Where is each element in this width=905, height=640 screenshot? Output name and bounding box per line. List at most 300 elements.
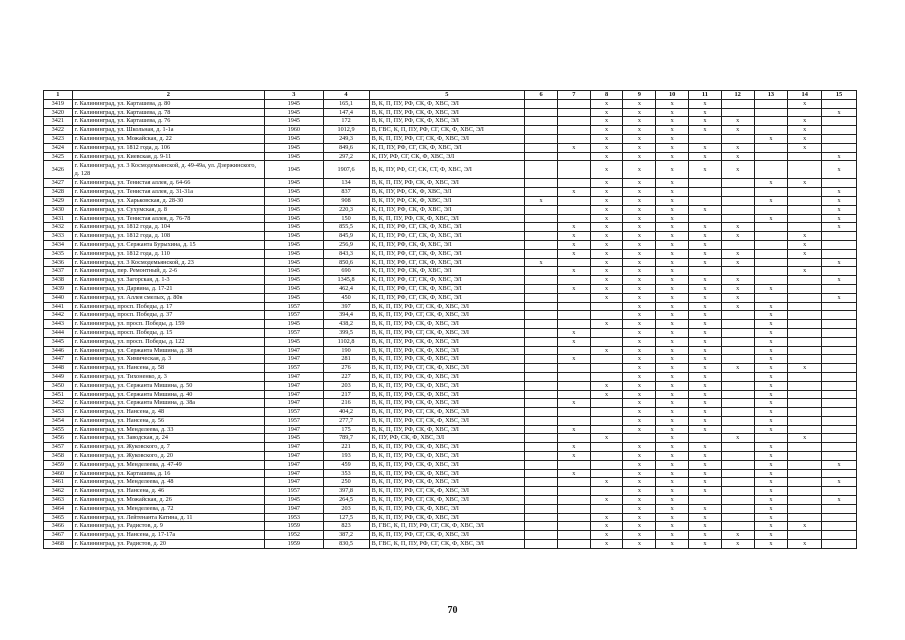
mark-cell: x (689, 399, 722, 408)
mark-cell (822, 143, 857, 152)
mark-cell (557, 126, 590, 135)
mark-cell (822, 504, 857, 513)
area-cell: 837 (323, 188, 369, 197)
mark-cell: x (788, 267, 822, 276)
mark-cell (822, 126, 857, 135)
mark-cell (754, 223, 788, 232)
mark-cell: x (689, 276, 722, 285)
year-cell: 1947 (265, 346, 323, 355)
year-cell: 1945 (265, 258, 323, 267)
mark-cell: x (623, 328, 656, 337)
mark-cell (590, 337, 623, 346)
table-row (44, 469, 857, 478)
year-cell: 1957 (265, 408, 323, 417)
mark-cell: x (689, 522, 722, 531)
mark-cell (525, 487, 558, 496)
mark-cell: x (754, 504, 788, 513)
mark-cell (788, 214, 822, 223)
systems-cell: В, К, П, ПУ, РФ, СК, Ф, ХВС, ЭЛ (369, 355, 525, 364)
mark-cell: x (656, 267, 689, 276)
mark-cell: x (656, 284, 689, 293)
mark-cell: x (822, 214, 857, 223)
table-row (44, 126, 857, 135)
mark-cell (721, 504, 754, 513)
mark-cell: x (754, 320, 788, 329)
mark-cell: x (689, 408, 722, 417)
mark-cell: x (656, 196, 689, 205)
mark-cell (525, 531, 558, 540)
year-cell: 1945 (265, 240, 323, 249)
address-cell: г. Калининград, ул. Заводская, д. 24 (72, 434, 264, 443)
mark-cell: x (656, 487, 689, 496)
mark-cell (754, 143, 788, 152)
address-cell: г. Калининград, ул. просп. Победы, д. 159 (72, 320, 264, 329)
mark-cell: x (623, 188, 656, 197)
systems-cell: К, П, ПУ, РФ, СК, Ф, ХВС, ЭЛ (369, 205, 525, 214)
mark-cell (557, 320, 590, 329)
systems-cell: К, ПУ, РФ, СГ, СК, Ф, ХВС, ЭЛ (369, 152, 525, 161)
row-number-cell: 3433 (44, 232, 73, 241)
mark-cell (822, 240, 857, 249)
row-number-cell: 3429 (44, 196, 73, 205)
mark-cell: x (623, 478, 656, 487)
mark-cell (788, 452, 822, 461)
mark-cell (721, 496, 754, 505)
mark-cell: x (557, 240, 590, 249)
area-cell: 147,4 (323, 108, 369, 117)
row-number-cell: 3419 (44, 99, 73, 108)
header-row (44, 91, 857, 100)
systems-cell: В, К, П, ПУ, РФ, СГ, СК, Ф, ХВС, ЭЛ (369, 496, 525, 505)
systems-cell: В, К, П, ПУ, РФ, СГ, СК, Ф, ХВС, ЭЛ (369, 328, 525, 337)
year-cell: 1945 (265, 214, 323, 223)
address-cell: г. Калининград, ул. Сержанта Мишина, д. 40 (72, 390, 264, 399)
mark-cell: x (623, 205, 656, 214)
mark-cell (788, 408, 822, 417)
systems-cell: В, ГВС, К, П, ПУ, РФ, СГ, СК, Ф, ХВС, ЭЛ (369, 522, 525, 531)
table-row (44, 487, 857, 496)
year-cell: 1947 (265, 504, 323, 513)
mark-cell: x (590, 478, 623, 487)
area-cell: 217 (323, 390, 369, 399)
mark-cell: x (754, 452, 788, 461)
year-cell: 1952 (265, 531, 323, 540)
row-number-cell: 3435 (44, 249, 73, 258)
mark-cell: x (822, 188, 857, 197)
mark-cell (822, 452, 857, 461)
year-cell: 1957 (265, 416, 323, 425)
mark-cell: x (590, 434, 623, 443)
row-number-cell: 3454 (44, 416, 73, 425)
address-cell: г. Калининград, ул. Жуковского, д. 7 (72, 443, 264, 452)
area-cell: 823 (323, 522, 369, 531)
mark-cell: x (656, 108, 689, 117)
mark-cell: x (623, 276, 656, 285)
systems-cell: В, К, ПУ, РФ, СК, Ф, ХВС, ЭЛ (369, 196, 525, 205)
mark-cell (525, 240, 558, 249)
address-cell: г. Калининград, пер. Ремонтный, д. 2-6 (72, 267, 264, 276)
mark-cell: x (656, 126, 689, 135)
mark-cell (557, 478, 590, 487)
mark-cell (525, 328, 558, 337)
address-cell: г. Калининград, ул. Сержанта Бурыхина, д. 15 (72, 240, 264, 249)
address-cell: г. Калининград, ул. Можайская, д. 22 (72, 134, 264, 143)
mark-cell (525, 276, 558, 285)
mark-cell: x (754, 284, 788, 293)
mark-cell (788, 513, 822, 522)
mark-cell: x (656, 452, 689, 461)
mark-cell (557, 108, 590, 117)
column-header: 14 (788, 91, 822, 100)
table-row (44, 346, 857, 355)
mark-cell: x (557, 249, 590, 258)
mark-cell (754, 152, 788, 161)
mark-cell (525, 267, 558, 276)
mark-cell: x (656, 513, 689, 522)
mark-cell (788, 381, 822, 390)
mark-cell (689, 188, 722, 197)
mark-cell: x (623, 513, 656, 522)
area-cell: 134 (323, 179, 369, 188)
mark-cell: x (689, 117, 722, 126)
row-number-cell: 3456 (44, 434, 73, 443)
mark-cell (525, 205, 558, 214)
mark-cell: x (822, 223, 857, 232)
mark-cell: x (689, 223, 722, 232)
mark-cell (822, 232, 857, 241)
address-cell: г. Калининград, ул. Карташева, д. 80 (72, 99, 264, 108)
mark-cell: x (623, 381, 656, 390)
address-cell: г. Калининград, ул. Менделеева, д. 33 (72, 425, 264, 434)
year-cell: 1945 (265, 223, 323, 232)
address-cell: г. Калининград, ул. Тихоненко, д. 3 (72, 372, 264, 381)
mark-cell: x (754, 513, 788, 522)
mark-cell (754, 258, 788, 267)
mark-cell (754, 117, 788, 126)
mark-cell (525, 408, 558, 417)
area-cell: 281 (323, 355, 369, 364)
mark-cell: x (623, 531, 656, 540)
area-cell: 394,4 (323, 311, 369, 320)
mark-cell (525, 496, 558, 505)
year-cell: 1945 (265, 205, 323, 214)
mark-cell (525, 337, 558, 346)
mark-cell (822, 337, 857, 346)
mark-cell: x (822, 293, 857, 302)
table-row (44, 355, 857, 364)
mark-cell (721, 108, 754, 117)
systems-cell: В, К, П, ПУ, РФ, СК, Ф, ХВС, ЭЛ (369, 117, 525, 126)
table-row (44, 452, 857, 461)
area-cell: 849,6 (323, 143, 369, 152)
mark-cell: x (590, 152, 623, 161)
column-header: 13 (754, 91, 788, 100)
mark-cell (557, 302, 590, 311)
systems-cell: В, К, П, ПУ, РФ, СК, Ф, ХВС, ЭЛ (369, 214, 525, 223)
row-number-cell: 3447 (44, 355, 73, 364)
mark-cell: x (788, 434, 822, 443)
systems-cell: В, К, П, ПУ, РФ, СК, Ф, ХВС, ЭЛ (369, 399, 525, 408)
row-number-cell: 3439 (44, 284, 73, 293)
mark-cell: x (623, 496, 656, 505)
address-cell: г. Калининград, ул. Менделеева, д. 47-49 (72, 460, 264, 469)
year-cell: 1945 (265, 143, 323, 152)
mark-cell (721, 425, 754, 434)
mark-cell (721, 452, 754, 461)
mark-cell (822, 364, 857, 373)
table-row (44, 540, 857, 549)
mark-cell: x (525, 258, 558, 267)
mark-cell: x (788, 232, 822, 241)
mark-cell: x (623, 460, 656, 469)
mark-cell (822, 249, 857, 258)
mark-cell: x (590, 267, 623, 276)
table-row (44, 99, 857, 108)
mark-cell: x (754, 134, 788, 143)
mark-cell: x (590, 126, 623, 135)
mark-cell (721, 311, 754, 320)
row-number-cell: 3448 (44, 364, 73, 373)
mark-cell (788, 416, 822, 425)
mark-cell (557, 408, 590, 417)
year-cell: 1947 (265, 452, 323, 461)
mark-cell (788, 205, 822, 214)
table-row (44, 372, 857, 381)
mark-cell (525, 302, 558, 311)
column-header: 9 (623, 91, 656, 100)
area-cell: 397 (323, 302, 369, 311)
address-cell: г. Калининград, ул. Нансена, д. 48 (72, 408, 264, 417)
mark-cell (822, 99, 857, 108)
mark-cell (721, 99, 754, 108)
mark-cell: x (754, 469, 788, 478)
mark-cell (557, 99, 590, 108)
systems-cell: В, К, П, ПУ, РФ, СГ, СК, Ф, ХВС, ЭЛ (369, 487, 525, 496)
mark-cell: x (557, 443, 590, 452)
mark-cell: x (590, 99, 623, 108)
area-cell: 459 (323, 460, 369, 469)
mark-cell (721, 408, 754, 417)
year-cell: 1947 (265, 460, 323, 469)
mark-cell: x (590, 522, 623, 531)
area-cell: 1907,6 (323, 161, 369, 179)
mark-cell (525, 108, 558, 117)
mark-cell (525, 522, 558, 531)
mark-cell (721, 390, 754, 399)
table-row (44, 249, 857, 258)
address-cell: г. Калининград, ул. Радистов, д. 9 (72, 522, 264, 531)
mark-cell: x (656, 337, 689, 346)
area-cell: 256,9 (323, 240, 369, 249)
mark-cell (788, 293, 822, 302)
mark-cell: x (788, 99, 822, 108)
mark-cell: x (689, 143, 722, 152)
mark-cell: x (590, 143, 623, 152)
mark-cell: x (623, 337, 656, 346)
mark-cell: x (590, 205, 623, 214)
table-row (44, 531, 857, 540)
row-number-cell: 3458 (44, 452, 73, 461)
mark-cell (788, 460, 822, 469)
table-row (44, 117, 857, 126)
address-cell: г. Калининград, ул. 1812 года, д. 106 (72, 143, 264, 152)
systems-cell: В, К, П, ПУ, РФ, СК, Ф, ХВС, ЭЛ (369, 469, 525, 478)
mark-cell (788, 196, 822, 205)
year-cell: 1945 (265, 434, 323, 443)
mark-cell (557, 496, 590, 505)
row-number-cell: 3425 (44, 152, 73, 161)
table-row (44, 478, 857, 487)
mark-cell: x (656, 205, 689, 214)
mark-cell (788, 302, 822, 311)
mark-cell (788, 372, 822, 381)
address-cell: г. Калининград, ул. Нансена, д. 56 (72, 416, 264, 425)
mark-cell (788, 487, 822, 496)
mark-cell: x (788, 134, 822, 143)
mark-cell (788, 276, 822, 285)
address-cell: г. Калининград, ул. 1812 года, д. 110 (72, 249, 264, 258)
column-header: 2 (72, 91, 264, 100)
mark-cell: x (590, 320, 623, 329)
mark-cell: x (656, 355, 689, 364)
mark-cell (590, 355, 623, 364)
mark-cell: x (689, 390, 722, 399)
mark-cell (557, 152, 590, 161)
column-header: 11 (689, 91, 722, 100)
row-number-cell: 3450 (44, 381, 73, 390)
mark-cell (590, 302, 623, 311)
mark-cell: x (721, 161, 754, 179)
mark-cell: x (557, 328, 590, 337)
systems-cell: В, К, П, ПУ, РФ, СК, Ф, ХВС, ЭЛ (369, 460, 525, 469)
address-cell: г. Калининград, ул. Химическая, д. 3 (72, 355, 264, 364)
table-row (44, 240, 857, 249)
mark-cell (525, 469, 558, 478)
mark-cell (721, 399, 754, 408)
mark-cell: x (788, 117, 822, 126)
mark-cell (557, 276, 590, 285)
mark-cell (590, 311, 623, 320)
area-cell: 277,7 (323, 416, 369, 425)
systems-cell: К, П, ПУ, РФ, СГ, СК, Ф, ХВС, ЭЛ (369, 276, 525, 285)
row-number-cell: 3465 (44, 513, 73, 522)
area-cell: 250 (323, 478, 369, 487)
mark-cell: x (721, 293, 754, 302)
mark-cell: x (557, 399, 590, 408)
address-cell: г. Калининград, ул. Школьная, д. 1-1а (72, 126, 264, 135)
mark-cell: x (656, 311, 689, 320)
mark-cell: x (689, 311, 722, 320)
mark-cell: x (689, 460, 722, 469)
mark-cell (754, 434, 788, 443)
mark-cell (788, 161, 822, 179)
mark-cell (754, 249, 788, 258)
mark-cell (822, 540, 857, 549)
systems-cell: К, П, ПУ, РФ, СГ, СК, Ф, ХВС, ЭЛ (369, 249, 525, 258)
year-cell: 1947 (265, 355, 323, 364)
table-row (44, 425, 857, 434)
mark-cell: x (656, 408, 689, 417)
systems-cell: В, К, ПУ, РФ, СГ, СК, СТ, Ф, ХВС, ЭЛ (369, 161, 525, 179)
table-row (44, 188, 857, 197)
table-row (44, 416, 857, 425)
mark-cell (590, 408, 623, 417)
column-header: 5 (369, 91, 525, 100)
row-number-cell: 3427 (44, 179, 73, 188)
mark-cell (557, 134, 590, 143)
mark-cell: x (656, 134, 689, 143)
systems-cell: В, К, П, ПУ, РФ, СК, Ф, ХВС, ЭЛ (369, 179, 525, 188)
mark-cell (822, 531, 857, 540)
mark-cell: x (754, 179, 788, 188)
mark-cell (788, 328, 822, 337)
mark-cell: x (623, 487, 656, 496)
mark-cell: x (689, 152, 722, 161)
row-number-cell: 3467 (44, 531, 73, 540)
table-row (44, 399, 857, 408)
row-number-cell: 3464 (44, 504, 73, 513)
address-cell: г. Калининград, ул. Жуковского, д. 20 (72, 452, 264, 461)
mark-cell: x (656, 258, 689, 267)
mark-cell: x (721, 117, 754, 126)
address-cell: г. Калининград, ул. Тенистая аллея, д. 31-31а (72, 188, 264, 197)
area-cell: 127,5 (323, 513, 369, 522)
mark-cell (822, 346, 857, 355)
mark-cell (689, 267, 722, 276)
mark-cell: x (656, 179, 689, 188)
mark-cell: x (754, 337, 788, 346)
mark-cell (525, 355, 558, 364)
mark-cell: x (623, 469, 656, 478)
mark-cell (689, 214, 722, 223)
mark-cell: x (822, 108, 857, 117)
table-row (44, 214, 857, 223)
mark-cell (525, 99, 558, 108)
mark-cell (754, 267, 788, 276)
mark-cell: x (788, 249, 822, 258)
mark-cell (557, 372, 590, 381)
mark-cell: x (754, 372, 788, 381)
page-number: 70 (447, 605, 458, 616)
mark-cell: x (656, 478, 689, 487)
mark-cell: x (721, 223, 754, 232)
mark-cell (557, 196, 590, 205)
mark-cell: x (721, 364, 754, 373)
mark-cell: x (557, 232, 590, 241)
mark-cell: x (623, 452, 656, 461)
mark-cell: x (689, 328, 722, 337)
mark-cell (525, 443, 558, 452)
mark-cell (721, 337, 754, 346)
systems-cell: В, К, П, ПУ, РФ, СК, Ф, ХВС, ЭЛ (369, 99, 525, 108)
mark-cell (788, 108, 822, 117)
area-cell: 1345,8 (323, 276, 369, 285)
table-row (44, 108, 857, 117)
row-number-cell: 3436 (44, 258, 73, 267)
address-cell: г. Калининград, просп. Победы, д. 37 (72, 311, 264, 320)
systems-cell: К, ПУ, РФ, СК, Ф, ХВС, ЭЛ (369, 434, 525, 443)
address-cell: г. Калининград, ул. Аллея смелых, д. 80в (72, 293, 264, 302)
mark-cell: x (656, 302, 689, 311)
address-cell: г. Калининград, ул. Харьковская, д. 28-30 (72, 196, 264, 205)
mark-cell (822, 408, 857, 417)
row-number-cell: 3460 (44, 469, 73, 478)
mark-cell (557, 161, 590, 179)
area-cell: 216 (323, 399, 369, 408)
table-row (44, 258, 857, 267)
mark-cell (754, 108, 788, 117)
mark-cell: x (623, 540, 656, 549)
